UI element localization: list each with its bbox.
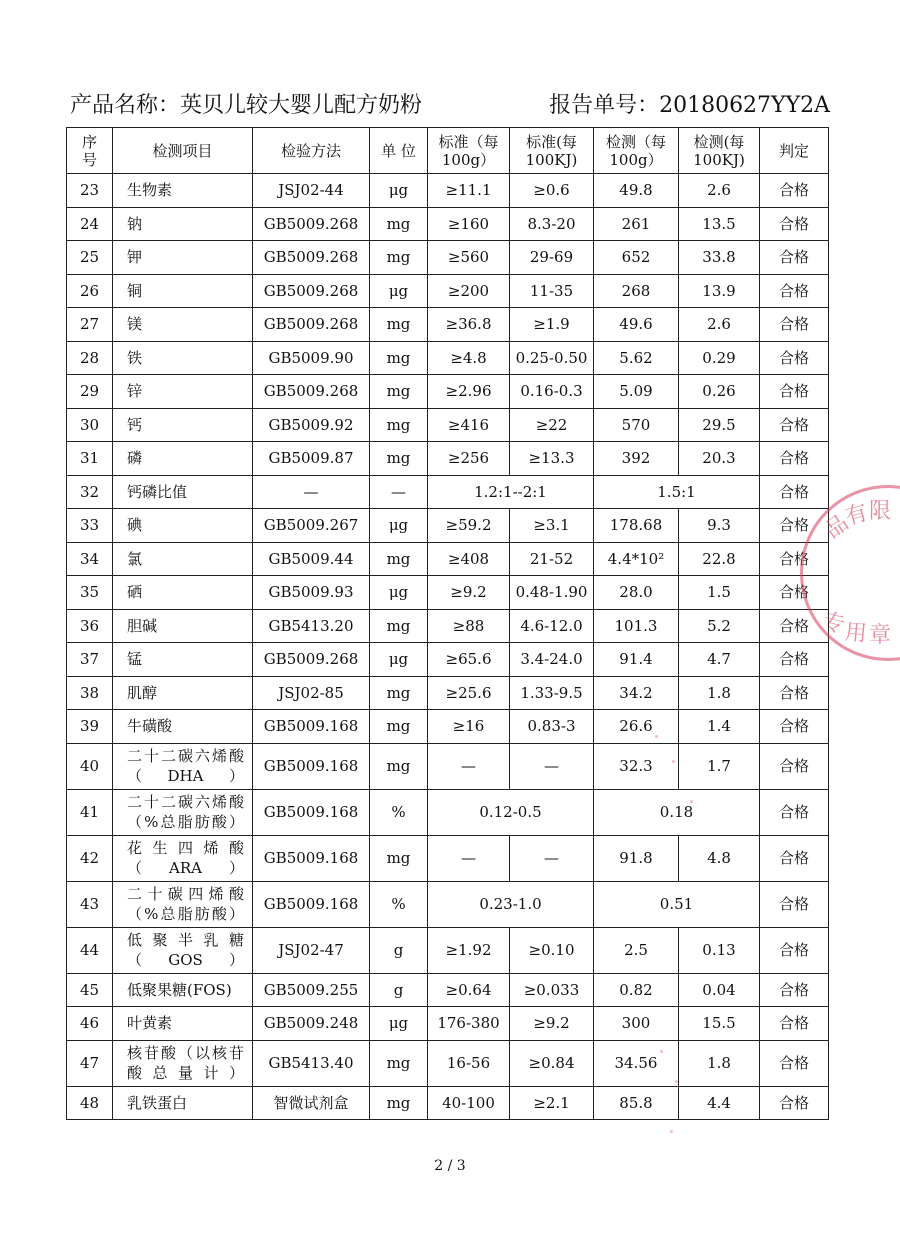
result-per-100g-cell: 49.8 — [594, 174, 679, 208]
verdict-cell: 合格 — [760, 308, 829, 342]
verdict-cell: 合格 — [760, 835, 829, 881]
row-number-cell: 41 — [67, 789, 113, 835]
method-cell: GB5009.268 — [253, 274, 370, 308]
unit-cell: μg — [370, 1007, 428, 1041]
standard-per-100g-cell: ≥0.64 — [428, 973, 510, 1007]
test-item-cell: 锰 — [113, 643, 253, 677]
result-per-100g-cell: 91.4 — [594, 643, 679, 677]
verdict-cell: 合格 — [760, 408, 829, 442]
test-results-table — [66, 127, 829, 1120]
test-item-cell: 花生四烯酸（ARA） — [113, 835, 253, 881]
verdict-cell: 合格 — [760, 1007, 829, 1041]
verdict-cell: 合格 — [760, 1086, 829, 1120]
standard-per-100g-cell: 16-56 — [428, 1040, 510, 1086]
table-row — [67, 835, 829, 881]
result-per-100kj-cell: 2.6 — [679, 308, 760, 342]
table-row — [67, 973, 829, 1007]
unit-cell: μg — [370, 643, 428, 677]
unit-cell: g — [370, 927, 428, 973]
table-row — [67, 408, 829, 442]
result-per-100kj-cell: 0.26 — [679, 375, 760, 409]
standard-per-100g-cell: — — [428, 835, 510, 881]
result-per-100g-cell: 32.3 — [594, 743, 679, 789]
test-item-cell: 低聚半乳糖（GOS） — [113, 927, 253, 973]
verdict-cell: 合格 — [760, 509, 829, 543]
row-number-cell: 25 — [67, 241, 113, 275]
method-cell: GB5009.87 — [253, 442, 370, 476]
table-row — [67, 475, 829, 509]
unit-cell: mg — [370, 341, 428, 375]
row-number-cell: 38 — [67, 676, 113, 710]
table-row — [67, 375, 829, 409]
result-per-100kj-cell: 1.8 — [679, 1040, 760, 1086]
column-header — [113, 128, 253, 174]
result-per-100g-cell: 570 — [594, 408, 679, 442]
row-number-cell: 42 — [67, 835, 113, 881]
table-header-row — [67, 128, 829, 174]
verdict-cell: 合格 — [760, 442, 829, 476]
unit-cell: g — [370, 973, 428, 1007]
column-header-line: 检测（每 — [605, 132, 666, 151]
verdict-cell: 合格 — [760, 676, 829, 710]
standard-per-100g-cell: — — [428, 743, 510, 789]
standard-per-100kj-cell: — — [510, 743, 594, 789]
verdict-cell: 合格 — [760, 643, 829, 677]
result-per-100kj-cell: 20.3 — [679, 442, 760, 476]
verdict-cell: 合格 — [760, 174, 829, 208]
test-item-cell: 碘 — [113, 509, 253, 543]
row-number-cell: 26 — [67, 274, 113, 308]
verdict-cell: 合格 — [760, 743, 829, 789]
test-item-cell: 硒 — [113, 576, 253, 610]
result-per-100g-cell: 261 — [594, 207, 679, 241]
row-number-cell: 35 — [67, 576, 113, 610]
table-row — [67, 308, 829, 342]
standard-per-100g-cell: ≥16 — [428, 710, 510, 744]
row-number-cell: 36 — [67, 609, 113, 643]
row-number-cell: 48 — [67, 1086, 113, 1120]
method-cell: GB5009.267 — [253, 509, 370, 543]
result-per-100g-cell: 101.3 — [594, 609, 679, 643]
result-per-100g-cell: 5.09 — [594, 375, 679, 409]
report-header — [70, 88, 830, 122]
method-cell: 智微试剂盒 — [253, 1086, 370, 1120]
row-number-cell: 23 — [67, 174, 113, 208]
standard-per-100g-cell: ≥9.2 — [428, 576, 510, 610]
verdict-cell: 合格 — [760, 207, 829, 241]
test-item-cell: 锌 — [113, 375, 253, 409]
test-item-cell: 二十碳四烯酸（%总脂肪酸） — [113, 881, 253, 927]
verdict-cell: 合格 — [760, 927, 829, 973]
product-name: 产品名称：英贝儿较大婴儿配方奶粉 — [70, 93, 423, 118]
result-per-100g-cell: 652 — [594, 241, 679, 275]
unit-cell: mg — [370, 207, 428, 241]
standard-per-100kj-cell: 0.48-1.90 — [510, 576, 594, 610]
unit-cell: mg — [370, 1040, 428, 1086]
column-header — [594, 128, 679, 174]
row-number-cell: 32 — [67, 475, 113, 509]
unit-cell: μg — [370, 509, 428, 543]
column-header-line: 标准(每 — [526, 132, 577, 151]
standard-per-100kj-cell: ≥1.9 — [510, 308, 594, 342]
test-item-cell: 低聚果糖(FOS) — [113, 973, 253, 1007]
test-item-cell: 肌醇 — [113, 676, 253, 710]
standard-per-100kj-cell: 8.3-20 — [510, 207, 594, 241]
result-per-100kj-cell: 1.8 — [679, 676, 760, 710]
test-item-cell: 钙 — [113, 408, 253, 442]
page-number: 2 / 3 — [434, 1158, 466, 1174]
column-header — [67, 128, 113, 174]
unit-cell: mg — [370, 408, 428, 442]
table-row — [67, 509, 829, 543]
standard-per-100g-cell: ≥25.6 — [428, 676, 510, 710]
standard-per-100kj-cell: 4.6-12.0 — [510, 609, 594, 643]
result-per-100g-cell: 300 — [594, 1007, 679, 1041]
result-cell: 0.51 — [594, 881, 760, 927]
result-cell: 1.5:1 — [594, 475, 760, 509]
method-cell: GB5009.268 — [253, 643, 370, 677]
standard-per-100g-cell: ≥4.8 — [428, 341, 510, 375]
row-number-cell: 46 — [67, 1007, 113, 1041]
standard-per-100g-cell: ≥416 — [428, 408, 510, 442]
result-per-100kj-cell: 1.4 — [679, 710, 760, 744]
method-cell: GB5009.248 — [253, 1007, 370, 1041]
table-row — [67, 881, 829, 927]
test-item-cell: 钾 — [113, 241, 253, 275]
unit-cell: mg — [370, 442, 428, 476]
standard-per-100kj-cell: 11-35 — [510, 274, 594, 308]
standard-per-100kj-cell: 1.33-9.5 — [510, 676, 594, 710]
column-header — [679, 128, 760, 174]
unit-cell: — — [370, 475, 428, 509]
result-per-100kj-cell: 13.9 — [679, 274, 760, 308]
table-row — [67, 609, 829, 643]
result-per-100kj-cell: 2.6 — [679, 174, 760, 208]
standard-per-100g-cell: ≥160 — [428, 207, 510, 241]
table-row — [67, 207, 829, 241]
column-header-line: 100KJ) — [525, 150, 578, 169]
row-number-cell: 40 — [67, 743, 113, 789]
row-number-cell: 30 — [67, 408, 113, 442]
result-cell: 0.18 — [594, 789, 760, 835]
standard-per-100g-cell: ≥560 — [428, 241, 510, 275]
result-per-100kj-cell: 1.5 — [679, 576, 760, 610]
result-per-100g-cell: 85.8 — [594, 1086, 679, 1120]
table-row — [67, 743, 829, 789]
method-cell: GB5009.268 — [253, 241, 370, 275]
unit-cell: mg — [370, 835, 428, 881]
table-row — [67, 676, 829, 710]
result-per-100kj-cell: 22.8 — [679, 542, 760, 576]
standard-cell: 0.12-0.5 — [428, 789, 594, 835]
result-per-100kj-cell: 9.3 — [679, 509, 760, 543]
standard-per-100kj-cell: ≥0.84 — [510, 1040, 594, 1086]
table-row — [67, 927, 829, 973]
table-row — [67, 643, 829, 677]
column-header-line: 检验方法 — [280, 141, 341, 160]
table-row — [67, 341, 829, 375]
unit-cell: mg — [370, 743, 428, 789]
row-number-cell: 28 — [67, 341, 113, 375]
test-item-cell: 磷 — [113, 442, 253, 476]
method-cell: GB5009.168 — [253, 881, 370, 927]
result-per-100kj-cell: 13.5 — [679, 207, 760, 241]
standard-per-100kj-cell: ≥22 — [510, 408, 594, 442]
result-per-100kj-cell: 0.13 — [679, 927, 760, 973]
test-item-cell: 乳铁蛋白 — [113, 1086, 253, 1120]
standard-per-100kj-cell: — — [510, 835, 594, 881]
test-item-cell: 钙磷比值 — [113, 475, 253, 509]
table-row — [67, 442, 829, 476]
standard-cell: 1.2:1--2:1 — [428, 475, 594, 509]
verdict-cell: 合格 — [760, 375, 829, 409]
result-per-100g-cell: 28.0 — [594, 576, 679, 610]
result-per-100g-cell: 34.56 — [594, 1040, 679, 1086]
unit-cell: % — [370, 789, 428, 835]
standard-per-100kj-cell: 29-69 — [510, 241, 594, 275]
standard-per-100g-cell: ≥1.92 — [428, 927, 510, 973]
verdict-cell: 合格 — [760, 274, 829, 308]
result-per-100kj-cell: 0.29 — [679, 341, 760, 375]
row-number-cell: 33 — [67, 509, 113, 543]
unit-cell: mg — [370, 1086, 428, 1120]
test-item-cell: 生物素 — [113, 174, 253, 208]
column-header — [510, 128, 594, 174]
test-item-cell: 氯 — [113, 542, 253, 576]
method-cell: GB5009.90 — [253, 341, 370, 375]
row-number-cell: 29 — [67, 375, 113, 409]
test-item-cell: 二十二碳六烯酸（DHA） — [113, 743, 253, 789]
result-per-100kj-cell: 33.8 — [679, 241, 760, 275]
unit-cell: mg — [370, 609, 428, 643]
result-per-100g-cell: 178.68 — [594, 509, 679, 543]
column-header-line: 序 — [81, 132, 97, 151]
verdict-cell: 合格 — [760, 475, 829, 509]
method-cell: — — [253, 475, 370, 509]
row-number-cell: 45 — [67, 973, 113, 1007]
column-header-line: 号 — [81, 150, 97, 169]
standard-per-100g-cell: ≥36.8 — [428, 308, 510, 342]
verdict-cell: 合格 — [760, 609, 829, 643]
method-cell: GB5009.268 — [253, 308, 370, 342]
unit-cell: mg — [370, 542, 428, 576]
result-per-100g-cell: 49.6 — [594, 308, 679, 342]
table-row — [67, 1086, 829, 1120]
method-cell: GB5009.268 — [253, 207, 370, 241]
row-number-cell: 47 — [67, 1040, 113, 1086]
unit-cell: μg — [370, 274, 428, 308]
verdict-cell: 合格 — [760, 542, 829, 576]
result-per-100g-cell: 0.82 — [594, 973, 679, 1007]
method-cell: GB5009.255 — [253, 973, 370, 1007]
unit-cell: mg — [370, 308, 428, 342]
standard-per-100g-cell: ≥11.1 — [428, 174, 510, 208]
column-header-line: 检测项目 — [152, 141, 213, 160]
standard-per-100kj-cell: ≥13.3 — [510, 442, 594, 476]
test-item-cell: 胆碱 — [113, 609, 253, 643]
result-per-100g-cell: 4.4*10² — [594, 542, 679, 576]
row-number-cell: 34 — [67, 542, 113, 576]
result-per-100g-cell: 91.8 — [594, 835, 679, 881]
verdict-cell: 合格 — [760, 241, 829, 275]
result-per-100g-cell: 2.5 — [594, 927, 679, 973]
standard-per-100g-cell: ≥88 — [428, 609, 510, 643]
standard-per-100g-cell: 176-380 — [428, 1007, 510, 1041]
column-header-line: 100g） — [441, 150, 496, 169]
standard-cell: 0.23-1.0 — [428, 881, 594, 927]
verdict-cell: 合格 — [760, 1040, 829, 1086]
standard-per-100kj-cell: 3.4-24.0 — [510, 643, 594, 677]
test-item-cell: 牛磺酸 — [113, 710, 253, 744]
row-number-cell: 39 — [67, 710, 113, 744]
test-item-cell: 镁 — [113, 308, 253, 342]
standard-per-100kj-cell: 21-52 — [510, 542, 594, 576]
row-number-cell: 24 — [67, 207, 113, 241]
standard-per-100g-cell: ≥59.2 — [428, 509, 510, 543]
standard-per-100kj-cell: 0.25-0.50 — [510, 341, 594, 375]
column-header — [428, 128, 510, 174]
standard-per-100kj-cell: 0.16-0.3 — [510, 375, 594, 409]
result-per-100kj-cell: 15.5 — [679, 1007, 760, 1041]
unit-cell: mg — [370, 375, 428, 409]
test-item-cell: 二十二碳六烯酸（%总脂肪酸） — [113, 789, 253, 835]
row-number-cell: 44 — [67, 927, 113, 973]
table-row — [67, 1040, 829, 1086]
column-header-line: 标准（每 — [438, 132, 499, 151]
standard-per-100kj-cell: ≥0.10 — [510, 927, 594, 973]
column-header — [760, 128, 829, 174]
table-row — [67, 710, 829, 744]
result-per-100kj-cell: 4.7 — [679, 643, 760, 677]
test-item-cell: 叶黄素 — [113, 1007, 253, 1041]
verdict-cell: 合格 — [760, 973, 829, 1007]
row-number-cell: 43 — [67, 881, 113, 927]
table-row — [67, 174, 829, 208]
result-per-100kj-cell: 29.5 — [679, 408, 760, 442]
table-row — [67, 542, 829, 576]
column-header-line: 100g） — [609, 150, 663, 169]
table-row — [67, 576, 829, 610]
standard-per-100kj-cell: 0.83-3 — [510, 710, 594, 744]
column-header-line: 单 位 — [381, 141, 416, 160]
column-header-line: 检测(每 — [693, 132, 745, 151]
red-seal-stamp: 品 有 限 专 用 章 — [800, 485, 900, 661]
verdict-cell: 合格 — [760, 341, 829, 375]
method-cell: GB5413.40 — [253, 1040, 370, 1086]
unit-cell: mg — [370, 241, 428, 275]
column-header — [370, 128, 428, 174]
unit-cell: mg — [370, 676, 428, 710]
standard-per-100kj-cell: ≥3.1 — [510, 509, 594, 543]
test-item-cell: 钠 — [113, 207, 253, 241]
method-cell: JSJ02-85 — [253, 676, 370, 710]
method-cell: JSJ02-47 — [253, 927, 370, 973]
test-item-cell: 铁 — [113, 341, 253, 375]
method-cell: GB5009.44 — [253, 542, 370, 576]
result-per-100kj-cell: 4.8 — [679, 835, 760, 881]
column-header — [253, 128, 370, 174]
result-per-100kj-cell: 4.4 — [679, 1086, 760, 1120]
method-cell: GB5009.168 — [253, 789, 370, 835]
standard-per-100g-cell: ≥408 — [428, 542, 510, 576]
test-item-cell: 铜 — [113, 274, 253, 308]
standard-per-100kj-cell: ≥0.6 — [510, 174, 594, 208]
column-header-line: 100KJ) — [693, 150, 745, 169]
standard-per-100g-cell: ≥65.6 — [428, 643, 510, 677]
method-cell: GB5009.93 — [253, 576, 370, 610]
method-cell: GB5009.268 — [253, 375, 370, 409]
standard-per-100g-cell: 40-100 — [428, 1086, 510, 1120]
verdict-cell: 合格 — [760, 789, 829, 835]
unit-cell: μg — [370, 576, 428, 610]
table-row — [67, 274, 829, 308]
row-number-cell: 31 — [67, 442, 113, 476]
result-per-100g-cell: 268 — [594, 274, 679, 308]
table-row — [67, 1007, 829, 1041]
method-cell: GB5009.92 — [253, 408, 370, 442]
verdict-cell: 合格 — [760, 576, 829, 610]
standard-per-100kj-cell: ≥2.1 — [510, 1086, 594, 1120]
result-per-100kj-cell: 1.7 — [679, 743, 760, 789]
standard-per-100g-cell: ≥2.96 — [428, 375, 510, 409]
table-row — [67, 789, 829, 835]
table-row — [67, 241, 829, 275]
result-per-100kj-cell: 5.2 — [679, 609, 760, 643]
test-item-cell: 核苷酸（以核苷酸总量计） — [113, 1040, 253, 1086]
standard-per-100kj-cell: ≥9.2 — [510, 1007, 594, 1041]
standard-per-100g-cell: ≥256 — [428, 442, 510, 476]
method-cell: GB5009.168 — [253, 835, 370, 881]
verdict-cell: 合格 — [760, 881, 829, 927]
method-cell: GB5009.168 — [253, 710, 370, 744]
report-number: 报告单号：20180627YY2A — [549, 93, 830, 118]
result-per-100kj-cell: 0.04 — [679, 973, 760, 1007]
result-per-100g-cell: 392 — [594, 442, 679, 476]
method-cell: GB5413.20 — [253, 609, 370, 643]
unit-cell: % — [370, 881, 428, 927]
verdict-cell: 合格 — [760, 710, 829, 744]
row-number-cell: 37 — [67, 643, 113, 677]
method-cell: GB5009.168 — [253, 743, 370, 789]
result-per-100g-cell: 26.6 — [594, 710, 679, 744]
result-per-100g-cell: 34.2 — [594, 676, 679, 710]
row-number-cell: 27 — [67, 308, 113, 342]
column-header-line: 判定 — [778, 141, 809, 160]
standard-per-100kj-cell: ≥0.033 — [510, 973, 594, 1007]
method-cell: JSJ02-44 — [253, 174, 370, 208]
result-per-100g-cell: 5.62 — [594, 341, 679, 375]
unit-cell: mg — [370, 710, 428, 744]
standard-per-100g-cell: ≥200 — [428, 274, 510, 308]
unit-cell: μg — [370, 174, 428, 208]
